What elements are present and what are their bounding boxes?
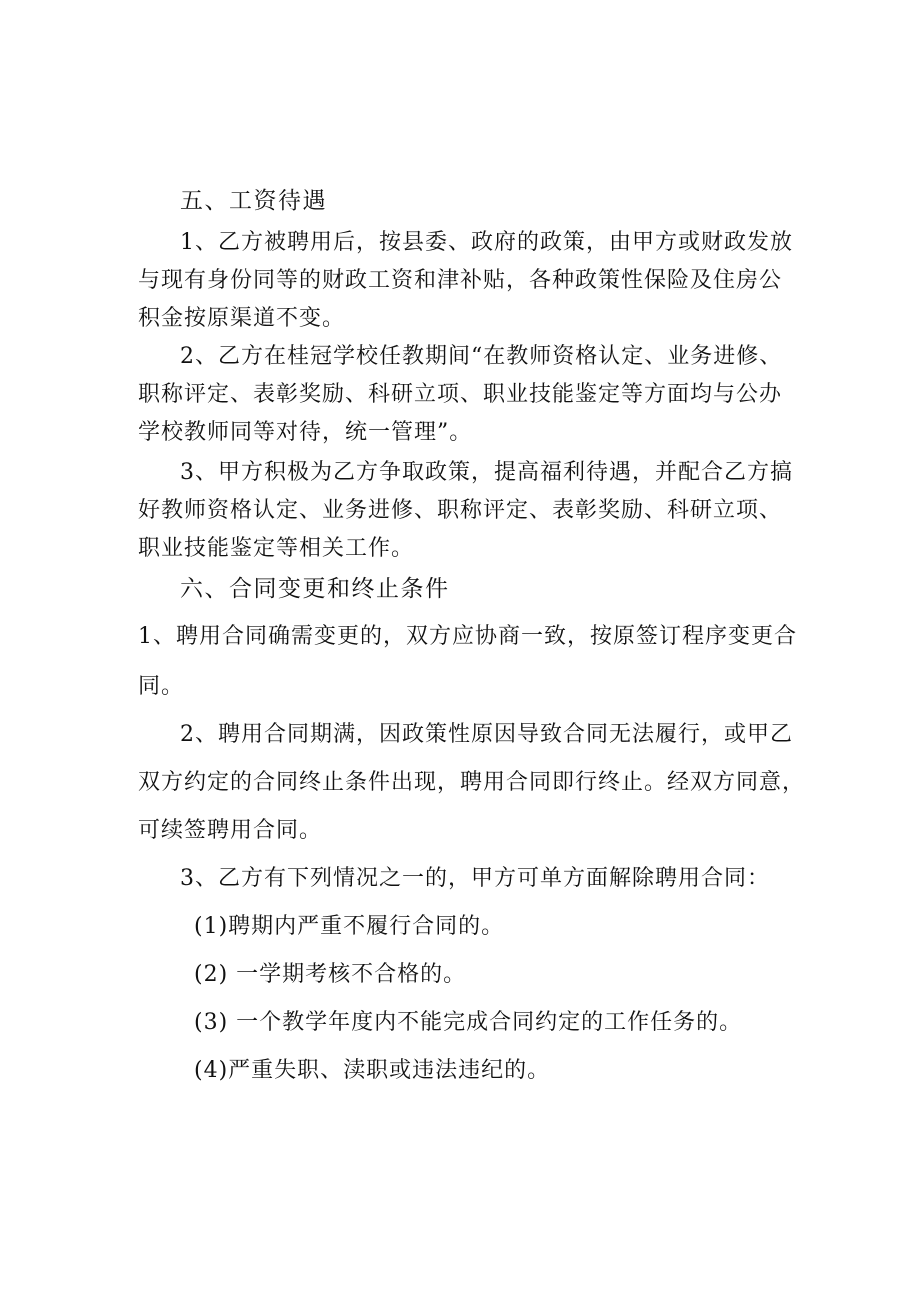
- condition-item-4: (4)严重失职、渎职或违法违纪的。: [194, 1058, 551, 1083]
- section-6-item-2-line-3: 可续签聘用合同。: [138, 818, 323, 843]
- section-6-item-2-line-2: 双方约定的合同终止条件出现，聘用合同即行终止。经双方同意，: [138, 770, 806, 795]
- section-5-item-1-line-3: 积金按原渠道不变。: [138, 306, 346, 331]
- section-5-item-1-line-2: 与现有身份同等的财政工资和津补贴，各种政策性保险及住房公: [138, 268, 783, 293]
- section-5-heading: 五、工资待遇: [180, 188, 327, 214]
- section-5-item-3-line-2: 好教师资格认定、业务进修、职称评定、表彰奖励、科研立项、: [138, 498, 783, 523]
- section-5-item-2-line-1: 2、乙方在桂冠学校任教期间“在教师资格认定、业务进修、: [180, 344, 783, 369]
- section-6-item-1-line-2: 同。: [138, 674, 185, 699]
- section-6-heading: 六、合同变更和终止条件: [180, 576, 450, 602]
- section-6-item-1-line-1: 1、聘用合同确需变更的，双方应协商一致，按原签订程序变更合: [138, 624, 797, 649]
- condition-item-3: (3) 一个教学年度内不能完成合同约定的工作任务的。: [194, 1010, 743, 1035]
- section-6-item-2-line-1: 2、聘用合同期满，因政策性原因导致合同无法履行，或甲乙: [180, 722, 793, 747]
- condition-item-1: (1)聘期内严重不履行合同的。: [194, 914, 505, 939]
- section-6-item-3-intro: 3、乙方有下列情况之一的，甲方可单方面解除聘用合同：: [180, 866, 770, 891]
- section-5-item-3-line-3: 职业技能鉴定等相关工作。: [138, 536, 415, 561]
- section-5-item-1-line-1: 1、乙方被聘用后，按县委、政府的政策，由甲方或财政发放: [180, 230, 793, 255]
- section-5-item-2-line-3: 学校教师同等对待，统一管理”。: [138, 420, 473, 445]
- condition-item-2: (2) 一学期考核不合格的。: [194, 962, 467, 987]
- section-5-item-2-line-2: 职称评定、表彰奖励、科研立项、职业技能鉴定等方面均与公办: [138, 382, 783, 407]
- section-5-item-3-line-1: 3、甲方积极为乙方争取政策，提高福利待遇，并配合乙方搞: [180, 460, 793, 485]
